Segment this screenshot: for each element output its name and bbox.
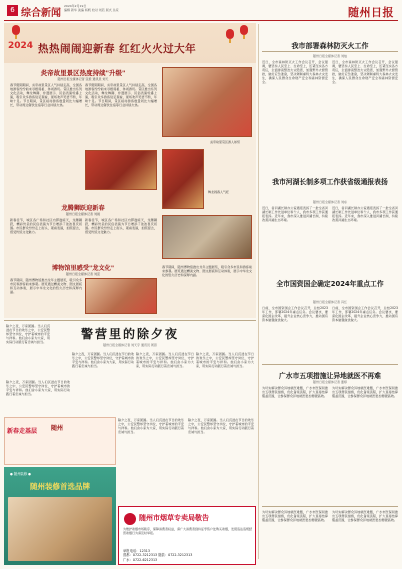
- story-body: 除夕之夜，万家团圆。当人们沉浸在节日的欢乐之中，公安民警却坚守岗位，守护着城市的平安与祥和。他们舍小家为大家，用实际行动践行着忠诚与担当。: [118, 418, 184, 434]
- story-body-continued: 春节假期期间，炎帝故里景区人气持续走高，全国各地游客纷纷前来寻根谒祖、休闲游玩。景区推出系列文化活动，舞龙舞狮、非遗展示、民俗表演轮番上演，吸引众多游客驻足观看，现场欢声笑语不断，年味十足。节日期间，景区接待游客数量同比大幅增长，带动周边餐饮住宿等行业持续火热。: [85, 83, 157, 107]
- story-body: 春节期间，随州博物馆推出龙年主题展览，吸引众多市民和游客前来参观。展览通过精美文物、图文展板和互动体验，展示中华龙文化的悠久历史和深厚内涵。: [10, 278, 82, 294]
- feature-spread: [4, 23, 256, 318]
- ad-tag: 新春走基层: [7, 428, 38, 435]
- decoration-ad: [4, 467, 116, 565]
- story-body: 春节假期期间，炎帝故里景区人气持续走高，全国各地游客纷纷前来寻根谒祖、休闲游玩。景区推出系列文化活动，舞龙舞狮、非遗展示、民俗表演轮番上演，吸引众多游客驻足观看，现场欢声笑语不断，年味十足。节日期间，景区接待游客数量同比大幅增长，带动周边餐饮住宿等行业持续火热。: [10, 83, 82, 107]
- ad-body: 为维护卷烟市场秩序，保障消费者权益，请广大消费者到持证零售户处购买卷烟，发现违法违规经营卷烟行为请及时举报。: [123, 527, 253, 535]
- ad-title: 随州装修首选品牌: [30, 482, 90, 491]
- interior-photo: [8, 497, 112, 561]
- tourists-photo: [162, 67, 252, 137]
- ad-top-line: ● 随州装修 ●: [10, 472, 32, 476]
- right-byline: 随州日报全媒体记者 冯红: [313, 300, 347, 304]
- ad-phone: 曾都：0722-3212313 随县：0722-3212313: [123, 553, 193, 558]
- right-body: 日前，全市国资国企工作会议召开，总结2023年工作，部署2024年重点任务。会议要求，要深化国企改革，提升企业核心竞争力，推动国有资本做强做优做大。: [262, 306, 328, 322]
- story-headline: 龙腾狮跃迎新春: [61, 205, 105, 212]
- new-year-ad: [4, 417, 116, 465]
- story-body: 除夕之夜，万家团圆。当人们沉浸在节日的欢乐之中，公安民警却坚守岗位，守护着城市的平安与祥和。他们舍小家为大家，用实际行动践行着忠诚与担当。: [6, 380, 70, 396]
- bottom-headline: 警营里的除夕夜: [80, 327, 179, 341]
- ad-phone: 广水：0722-6212313: [123, 557, 158, 562]
- right-body: 近日，省河湖长制办公室通报表扬了一批全省河湖长制工作先进单位和个人，我市多项工作获通报表扬。近年来，我市深入推进河湖长制，持续改善河湖生态环境。: [262, 206, 328, 222]
- story-body-continued: 新春佳节，城区各广场和社区内锣鼓喧天，龙腾狮跃，精彩纷呈的民俗表演为节日增添了浓浓喜庆氛围。市民群众纷纷走上街头，观看表演，拍照留念，感受传统文化魅力。: [85, 218, 157, 234]
- editor-credits: 编辑 新华 美编 杨帆 校对 刘若 版式 丛家: [64, 8, 119, 12]
- ad-stamp: 随州: [51, 425, 64, 432]
- right-body-continued: 日前，全市国资国企工作会议召开，总结2023年工作，部署2024年重点任务。会议要求，要深化国企改革，提升企业核心竞争力，推动国有资本做强做优做大。: [332, 306, 398, 322]
- right-byline: 随州日报全媒体记者 董婷: [313, 380, 347, 384]
- column-rule: [258, 24, 259, 559]
- section-rule: [262, 364, 398, 365]
- right-headline: 广水市五项措施让异地就医不再难: [279, 372, 381, 380]
- bottom-byline: 随州日报全媒体记者 刘天宇 通讯员 周思: [103, 343, 157, 347]
- page-number: 6: [7, 5, 18, 16]
- story-headline: 博物馆里感受"龙文化": [51, 265, 115, 272]
- story-headline: 炎帝故里景区热度持续"升级": [40, 69, 126, 77]
- right-byline: 随州日报全媒体记者 刘东: [313, 200, 347, 204]
- dragon-dance-photo: [162, 149, 204, 209]
- masthead: [4, 3, 398, 21]
- right-headline: 我市部署森林防灭火工作: [291, 42, 369, 50]
- tobacco-logo-icon: [124, 513, 136, 525]
- date-text: 2024年2月19日: [64, 4, 87, 8]
- dateline: [64, 4, 119, 12]
- right-headline: 我市河湖长制多项工作获省级通报表扬: [272, 178, 388, 186]
- story-body: 新春佳节，城区各广场和社区内锣鼓喧天，龙腾狮跃，精彩纷呈的民俗表演为节日增添了浓浓喜庆氛围。市民群众纷纷走上街头，观看表演，拍照留念，感受传统文化魅力。: [10, 218, 82, 234]
- feature-banner: [4, 23, 256, 63]
- photo-caption: 炎帝故里景区游人如织: [210, 140, 241, 144]
- newspaper-logo: 随州日报: [348, 6, 394, 19]
- ad-title: 随州市烟草专卖局敬告: [139, 514, 209, 522]
- story-byline: 随州日报全媒体记者 刘蕊: [66, 272, 100, 276]
- story-body-lead: 除夕之夜，万家团圆。当人们沉浸在节日的欢乐之中，公安民警却坚守岗位，守护着城市的平安与祥和。他们舍小家为大家，用实际行动践行着忠诚与担当。: [6, 324, 50, 344]
- section-divider: [4, 320, 256, 321]
- museum-photo: [85, 278, 157, 314]
- right-body: 近日，全市森林防灭火工作会议召开，会议强调，要坚持人民至上、生命至上，压紧压实各方责任，全面排查整治火灾隐患，加强野外火源管控，做好应急准备，坚决遏制重特大森林火灾发生，确保人民群众生命财产安全和森林资源安全。: [262, 60, 328, 84]
- story-body: 除夕之夜，万家团圆。当人们沉浸在节日的欢乐之中，公安民警却坚守岗位，守护着城市的平安与祥和。他们舍小家为大家，用实际行动践行着忠诚与担当。: [72, 352, 134, 368]
- story-body: 除夕之夜，万家团圆。当人们沉浸在节日的欢乐之中，公安民警却坚守岗位，守护着城市的平安与祥和。他们舍小家为大家，用实际行动践行着忠诚与担当。: [196, 352, 254, 368]
- banner-title: 热热闹闹迎新春 红红火火过大年: [38, 43, 197, 55]
- story-body: 除夕之夜，万家团圆。当人们沉浸在节日的欢乐之中，公安民警却坚守岗位，守护着城市的平安与祥和。他们舍小家为大家，用实际行动践行着忠诚与担当。: [136, 352, 194, 368]
- right-body-continued: 为切实解决群众异地就医难题，广水市医保局推出五项便民措施，优化备案流程，扩大直接结算覆盖范围，让参保群众异地就医更加便捷高效。: [332, 386, 398, 398]
- headline-rule: [262, 51, 398, 52]
- right-byline: 随州日报全媒体记者 刘灿: [313, 54, 347, 58]
- right-body-continued: 近日，全市森林防灭火工作会议召开，会议强调，要坚持人民至上、生命至上，压紧压实各方责任，全面排查整治火灾隐患，加强野外火源管控，做好应急准备，坚决遏制重特大森林火灾发生，确保人民群众生命财产安全和森林资源安全。: [332, 60, 398, 84]
- lantern-icon: [226, 29, 234, 39]
- lantern-icon: [240, 25, 248, 35]
- photo-caption: 舞龙闹春人气旺: [208, 190, 230, 194]
- story-body: 除夕之夜，万家团圆。当人们沉浸在节日的欢乐之中，公安民警却坚守岗位，守护着城市的平安与祥和。他们舍小家为大家，用实际行动践行着忠诚与担当。: [188, 418, 254, 434]
- right-body: 为切实解决群众异地就医难题，广水市医保局推出五项便民措施，优化备案流程，扩大直接结算覆盖范围，让参保群众异地就医更加便捷高效。: [262, 386, 328, 398]
- ad-phone: 举报电话：12313: [123, 549, 150, 553]
- story-byline: 随州日报全媒体记者 张毅 通讯员 刘天: [57, 77, 109, 81]
- right-body-continued: 近日，省河湖长制办公室通报表扬了一批全省河湖长制工作先进单位和个人，我市多项工作获通报表扬。近年来，我市深入推进河湖长制，持续改善河湖生态环境。: [332, 206, 398, 222]
- tobacco-notice-ad: [118, 506, 256, 565]
- right-body-continued: 为切实解决群众异地就医难题，广水市医保局推出五项便民措施，优化备案流程，扩大直接结算覆盖范围，让参保群众异地就医更加便捷高效。: [332, 510, 398, 522]
- lantern-icon: [12, 25, 20, 35]
- lion-dance-photo: [162, 215, 252, 259]
- right-body: 为切实解决群众异地就医难题，广水市医保局推出五项便民措施，优化备案流程，扩大直接结算覆盖范围，让参保群众异地就医更加便捷高效。: [262, 510, 328, 522]
- section-name: 综合新闻: [21, 8, 61, 19]
- banner-year: 2024: [8, 41, 34, 51]
- right-headline: 全市国资国企确定2024年重点工作: [276, 280, 384, 288]
- story-body-continued: 春节期间，随州博物馆推出龙年主题展览，吸引众多市民和游客前来参观。展览通过精美文物、图文展板和互动体验，展示中华龙文化的悠久历史和深厚内涵。: [162, 265, 252, 277]
- story-byline: 随州日报全媒体记者 刘晨: [66, 212, 100, 216]
- festival-photo: [85, 150, 157, 190]
- ad-phone-list: [123, 549, 253, 562]
- section-rule: [262, 506, 398, 507]
